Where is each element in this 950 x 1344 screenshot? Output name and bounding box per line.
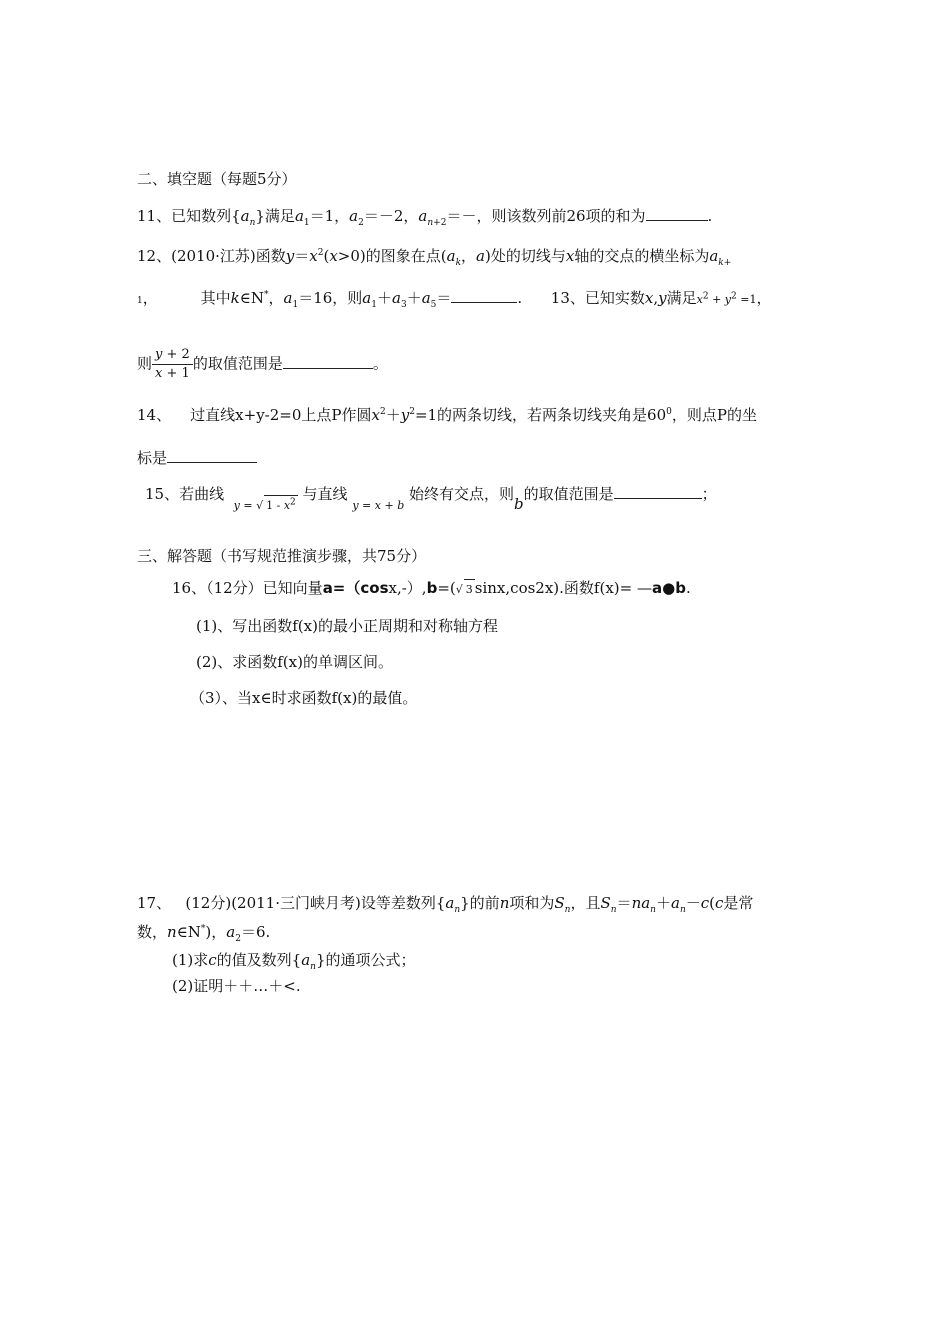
question-15: 15、若曲线 $_{y = √ 1 - x^2}$ 与直线 $_{y = x + b}$ 始终有交点，则b的取值范围是 ； bbox=[145, 484, 717, 506]
answer-blank[interactable] bbox=[646, 206, 708, 221]
question-17: 17、 (12分)(2011·三门峡月考)设等差数列$\{a_n\}$的前n项和为$S_n$，且$S_n=na_n+a_n-c(c$是常 bbox=[137, 894, 754, 915]
question-16-part3: （3）、当x∈时求函数f(x)的最值。 bbox=[190, 689, 418, 707]
question-number: 11、 bbox=[137, 207, 172, 225]
question-13: 13、已知实数x,y满足$x^2 + y^2 =1$， bbox=[550, 289, 772, 307]
question-number: 17、 bbox=[137, 894, 172, 912]
section-heading-fill-in: 二、填空题（每题5分） bbox=[137, 170, 297, 188]
question-13-cont: 则 $\frac{y + 2}{x + 1}$ 的取值范围是 。 bbox=[137, 347, 388, 381]
question-number: 16、 bbox=[172, 579, 207, 597]
question-14: 14、 过直线x+y-2=0上点P作圆$x^2+y^2=1$的两条切线，若两条切线夹角是$60^0$，则点P的坐 bbox=[137, 406, 757, 424]
question-16-part2: (2)、求函数f(x)的单调区间。 bbox=[196, 653, 393, 671]
answer-blank[interactable] bbox=[167, 448, 257, 463]
question-17-part2: (2)证明＋＋…＋<. bbox=[172, 977, 301, 995]
answer-blank[interactable] bbox=[451, 288, 517, 303]
section-heading-solve: 三、解答题（书写规范推演步骤，共75分） bbox=[137, 547, 427, 565]
question-number: 15、 bbox=[145, 485, 180, 503]
question-17-cont: 数，n∈N*)，$a_2=6$. bbox=[137, 923, 271, 944]
answer-blank[interactable] bbox=[614, 484, 702, 499]
question-12: 12、(2010·江苏)函数$y=x^2(x>0)$的图象在点($a_k$，a)处的切线与x轴的交点的横坐标为$a_{k+}$ bbox=[137, 247, 732, 268]
question-16: 16、（12分）已知向量a=（cosx,-）,b=(√ 3 sinx,cos2x).函数f(x)= —a●b. bbox=[172, 578, 691, 600]
answer-blank[interactable] bbox=[283, 354, 373, 369]
question-12-cont: 1， 其中k∈N*，$a_1=16$，则$a_1+a_3+a_5=$ . 13、已知实数x,y满足$x^2 + y^2 =1$， bbox=[137, 289, 772, 310]
question-14-cont: 标是 bbox=[137, 448, 257, 468]
question-17-part1: (1)求c的值及数列$\{a_n\}$的通项公式； bbox=[172, 951, 416, 972]
question-11: 11、已知数列$\{a_n\}$满足$a_1=1$，$a_2=-2$，$a_{n+2}=-$，则该数列前26项的和为 . bbox=[137, 207, 713, 228]
question-16-part1: (1)、写出函数f(x)的最小正周期和对称轴方程 bbox=[196, 617, 498, 635]
question-number: 12、 bbox=[137, 247, 172, 265]
question-number: 14、 bbox=[137, 406, 172, 424]
fraction-y2-x1: $\frac{y + 2}{x + 1}$ bbox=[152, 346, 193, 383]
